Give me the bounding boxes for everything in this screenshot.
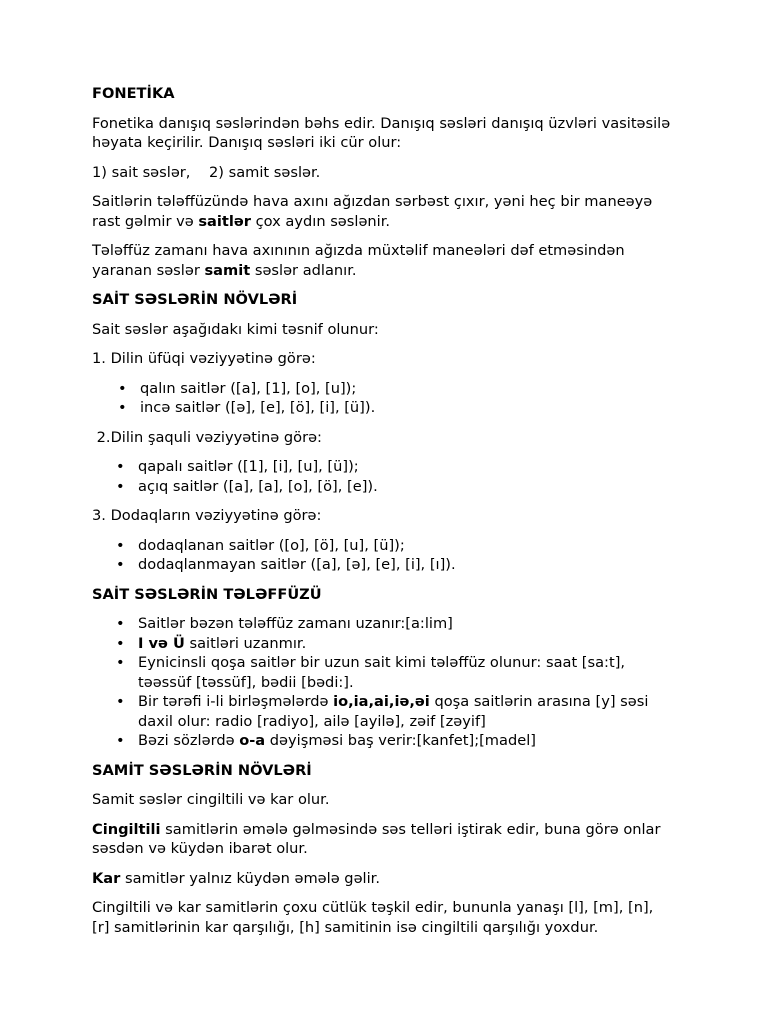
paragraph-consonant-definition: [92, 241, 672, 280]
list-vertical: [92, 457, 672, 496]
text: Tələffüz zamanı hava axınının ağızda müxtəlif maneələri dəf etməsindən yaranan səslər: [92, 242, 625, 279]
subheading-lips: 3. Dodaqların vəziyyətinə görə:: [92, 507, 322, 524]
list-item: • incə saitlər ([ə], [e], [ö], [i], [ü]).: [94, 398, 672, 418]
text: Bir tərəfi i-li birləşmələrdə: [138, 693, 334, 710]
bold-term: I və Ü: [138, 634, 185, 652]
bold-term: Kar: [92, 869, 121, 887]
list-item: • qapalı saitlər ([1], [i], [u], [ü]);: [92, 457, 672, 477]
document-body: [92, 84, 672, 947]
paragraph-sound-types: 1) sait səslər, 2) samit səslər.: [92, 163, 321, 181]
bold-term: samit: [204, 261, 251, 279]
heading-vowel-pronunciation: SAİT SƏSLƏRİN TƏLƏFFÜZÜ: [92, 585, 322, 603]
list-lips: [92, 536, 672, 575]
paragraph-intro: Fonetika danışıq səslərindən bəhs edir. Danışıq səsləri danışıq üzvləri vasitəsilə həyata keçirilir. Danışıq səsləri iki cür olur:: [92, 114, 671, 151]
paragraph-vowel-classification: Sait səslər aşağıdakı kimi təsnif olunur:: [92, 320, 379, 338]
list-item: [92, 731, 672, 751]
subheading-vertical: 2.Dilin şaquli vəziyyətinə görə:: [92, 428, 322, 446]
heading-fonetika: FONETİKA: [92, 85, 175, 102]
subheading-horizontal: 1. Dilin üfüqi vəziyyətinə görə:: [92, 350, 316, 367]
list-item: [92, 634, 672, 654]
paragraph-vowel-definition: [92, 192, 672, 231]
list-item: • Saitlər bəzən tələffüz zamanı uzanır:[a:lim]: [92, 614, 672, 634]
list-item: • açıq saitlər ([a], [a], [o], [ö], [e]).: [92, 477, 672, 497]
bold-term: o-a: [239, 732, 266, 749]
heading-vowel-types: SAİT SƏSLƏRİN NÖVLƏRİ: [92, 291, 298, 308]
list-item: • dodaqlanmayan saitlər ([a], [ə], [e], [i], [ı]).: [92, 555, 672, 575]
list-item: • qalın saitlər ([a], [1], [o], [u]);: [94, 379, 672, 399]
bold-term: io,ia,ai,iə,əi: [333, 693, 430, 710]
bold-term: saitlər: [198, 212, 251, 230]
text: səslər adlanır.: [250, 261, 357, 279]
text: qoşa saitlərin arasına [y] səsi daxil olur: radio [radiyo], ailə [ayilə], zəif [zəyif]: [138, 693, 649, 730]
heading-consonant-types: SAMİT SƏSLƏRİN NÖVLƏRİ: [92, 761, 312, 779]
text: çox aydın səslənir.: [251, 212, 391, 230]
list-item: [92, 692, 672, 731]
text: Bəzi sözlərdə: [138, 732, 240, 749]
text: saitləri uzanmır.: [184, 634, 307, 652]
bold-term: Cingiltili: [92, 820, 161, 838]
list-pronunciation: [92, 614, 672, 751]
paragraph-consonant-kinds: Samit səslər cingiltili və kar olur.: [92, 791, 330, 808]
text: samitlərin əmələ gəlməsində səs telləri iştirak edir, buna görə onlar səsdən və küydən ibarət olur.: [92, 820, 661, 857]
list-item: • Eynicinsli qoşa saitlər bir uzun sait kimi tələffüz olunur: saat [sa:t], təəssüf [təssüf], bədii [bədi:].: [92, 653, 672, 692]
paragraph-pairs: Cingiltili və kar samitlərin çoxu cütlük təşkil edir, bununla yanaşı [l], [m], [n], [r] samitlərinin kar qarşılığı, [h] samitinin isə cingiltili qarşılığı yoxdur.: [92, 899, 654, 936]
paragraph-voiced: [92, 820, 672, 859]
list-horizontal: [92, 379, 672, 418]
text: Saitlərin tələffüzündə hava axını ağızdan sərbəst çıxır, yəni heç bir maneəyə rast gəlmir və: [92, 193, 653, 230]
list-item: • dodaqlanan saitlər ([o], [ö], [u], [ü]);: [92, 536, 672, 556]
paragraph-voiceless: [92, 869, 672, 889]
text: dəyişməsi baş verir:[kanfet];[madel]: [265, 732, 536, 749]
text: samitlər yalnız küydən əmələ gəlir.: [120, 869, 380, 887]
